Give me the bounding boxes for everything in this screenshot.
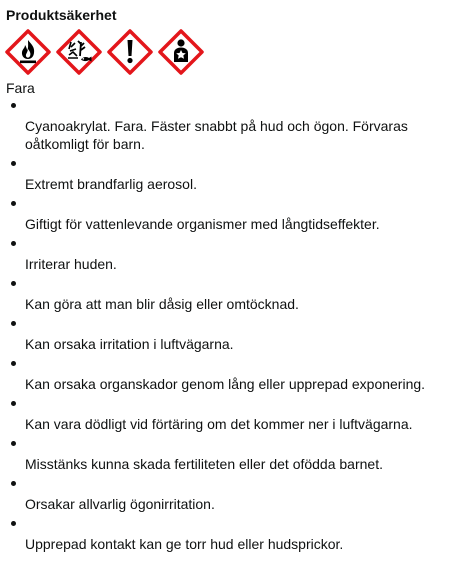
bullet <box>11 321 16 326</box>
bullet <box>11 161 16 166</box>
list-item <box>0 318 459 358</box>
hazard-statement: Orsakar allvarlig ögonirritation. <box>25 496 215 512</box>
hazard-statement: Kan göra att man blir dåsig eller omtöcknad. <box>25 296 299 312</box>
bullet <box>11 521 16 526</box>
list-item <box>0 438 459 478</box>
health-hazard-icon <box>158 29 204 75</box>
hazard-statement: Kan vara dödligt vid förtäring om det kommer ner i luftvägarna. <box>25 416 413 432</box>
list-item <box>0 238 459 278</box>
bullet <box>11 361 16 366</box>
hazard-statement: Giftigt för vattenlevande organismer med långtidseffekter. <box>25 216 380 232</box>
bullet <box>11 201 16 206</box>
bullet <box>11 241 16 246</box>
hazard-statement: Irriterar huden. <box>25 256 117 272</box>
list-item <box>0 478 459 518</box>
list-item <box>0 398 459 438</box>
signal-word: Fara <box>6 80 35 96</box>
exclamation-mark-icon <box>107 29 153 75</box>
bullet <box>11 103 16 108</box>
list-item <box>0 158 459 198</box>
hazard-statement: Cyanoakrylat. Fara. Fäster snabbt på hud och ögon. Förvaras oåtkomligt för barn. <box>25 118 408 152</box>
list-item <box>0 198 459 238</box>
hazard-statement: Kan orsaka organskador genom lång eller upprepad exponering. <box>25 376 426 392</box>
hazard-statement: Upprepad kontakt kan ge torr hud eller hudsprickor. <box>25 536 344 552</box>
list-item <box>0 278 459 318</box>
hazard-pictograms <box>5 29 204 75</box>
bullet <box>11 401 16 406</box>
bullet <box>11 481 16 486</box>
hazard-statement-list <box>0 100 459 558</box>
bullet <box>11 441 16 446</box>
hazard-statement: Kan orsaka irritation i luftvägarna. <box>25 336 234 352</box>
environment-hazard-icon <box>56 29 102 75</box>
hazard-statement: Misstänks kunna skada fertiliteten eller det ofödda barnet. <box>25 456 383 472</box>
bullet <box>11 281 16 286</box>
list-item <box>0 518 459 558</box>
list-item <box>0 100 459 158</box>
flammable-icon <box>5 29 51 75</box>
hazard-statement: Extremt brandfarlig aerosol. <box>25 176 197 192</box>
section-title: Produktsäkerhet <box>6 7 117 23</box>
list-item <box>0 358 459 398</box>
